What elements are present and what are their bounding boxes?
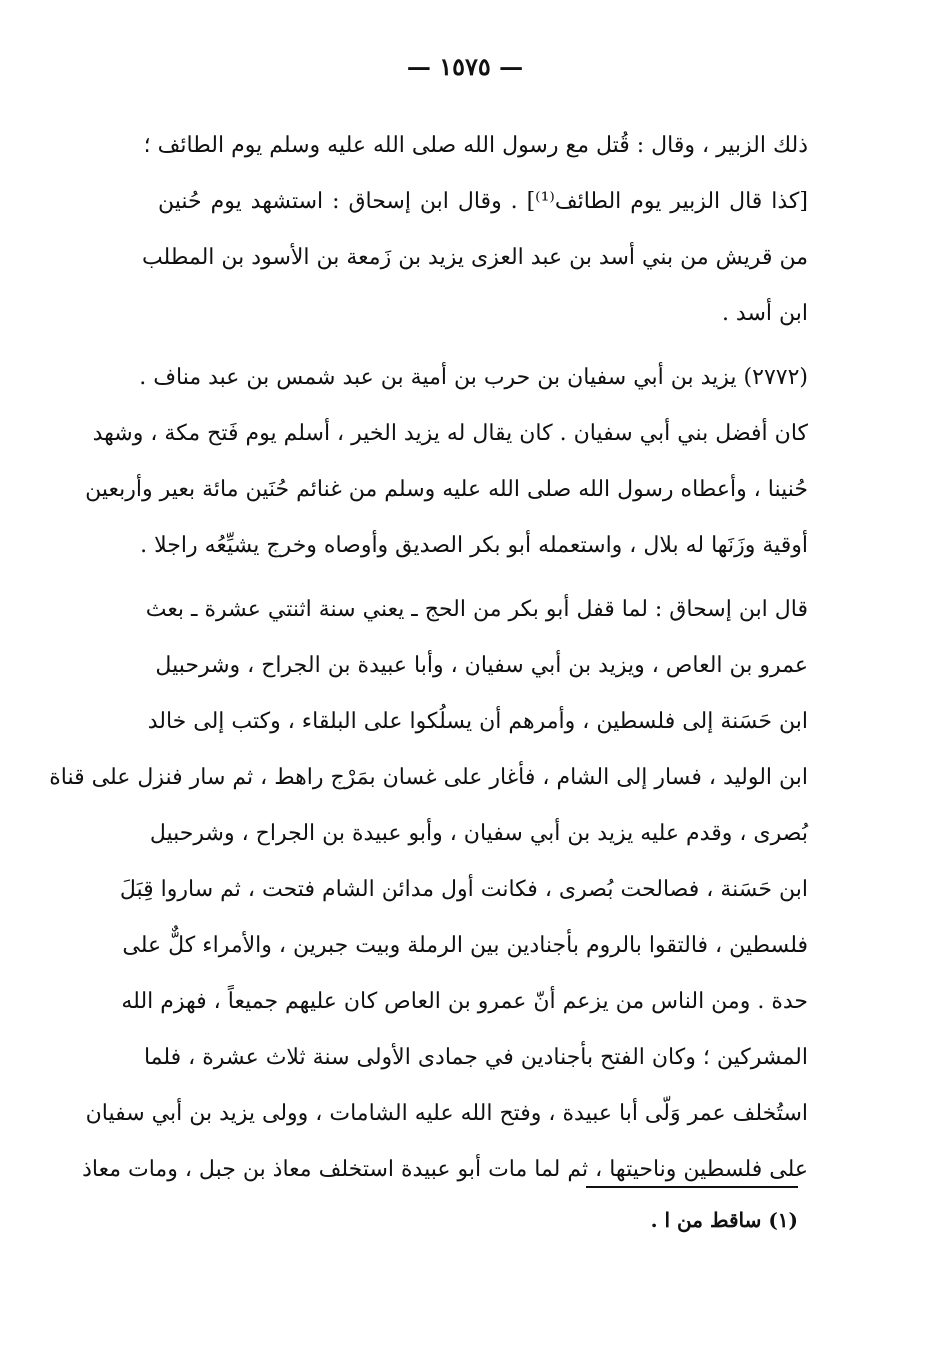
text-line: ابن حَسَنة إلى فلسطين ، وأمرهم أن يسلُكوا على البلقاء ، وكتب إلى خالد [147,709,808,734]
text-line: استُخلف عمر وَلّى أبا عبيدة ، وفتح الله عليه الشامات ، وولى يزيد بن أبي سفيان [85,1101,808,1126]
text-line: [كذا قال الزبير يوم الطائف⁽¹⁾] . وقال ابن إسحاق : استشهد يوم حُنين [158,189,808,214]
text-line: فلسطين ، فالتقوا بالروم بأجنادين بين الرملة وبيت جبرين ، والأمراء كلٌّ على [122,933,808,958]
paragraph-entry-2772 [85,350,808,574]
paragraph-ibn-ishaq [49,582,808,1198]
text-line: ابن حَسَنة ، فصالحت بُصرى ، فكانت أول مدائن الشام فتحت ، ثم ساروا قِبَلَ [119,877,808,902]
text-line: بُصرى ، وقدم عليه يزيد بن أبي سفيان ، وأبو عبيدة بن الجراح ، وشرحبيل [149,821,808,846]
text-line: عمرو بن العاص ، ويزيد بن أبي سفيان ، وأبا عبيدة بن الجراح ، وشرحبيل [155,653,808,678]
footnote: (١) ساقط من ا . [650,1208,798,1232]
text-line: المشركين ؛ وكان الفتح بأجنادين في جمادى الأولى سنة ثلاث عشرة ، فلما [143,1045,808,1070]
text-line: ابن الوليد ، فسار إلى الشام ، فأغار على غسان بمَرْج راهط ، ثم سار فنزل على قناة [49,765,808,790]
text-line: ذلك الزبير ، وقال : قُتل مع رسول الله صلى الله عليه وسلم يوم الطائف ؛ [143,133,808,158]
page-number: — ١٥٧٥ — [406,52,524,81]
text-line: حُنينا ، وأعطاه رسول الله صلى الله عليه وسلم من غنائم حُنَين مائة بعير وأربعين [85,477,808,502]
text-line: (٢٧٧٢) يزيد بن أبي سفيان بن حرب بن أمية بن عبد شمس بن عبد مناف . [139,365,808,390]
text-line: ابن أسد . [721,301,808,326]
text-line: أوقية وزَنَها له بلال ، واستعمله أبو بكر الصديق وأوصاه وخرج يشيِّعُه راجلا . [140,533,808,558]
text-line: حدة . ومن الناس من يزعم أنّ عمرو بن العاص كان عليهم جميعاً ، فهزم الله [121,989,808,1014]
text-line: من قريش من بني أسد بن عبد العزى يزيد بن زَمعة بن الأسود بن المطلب [141,245,808,270]
body-text [49,118,808,1198]
text-line: قال ابن إسحاق : لما قفل أبو بكر من الحج ـ يعني سنة اثنتي عشرة ـ بعث [145,597,808,622]
text-line: على فلسطين وناحيتها ، ثم لما مات أبو عبيدة استخلف معاذ بن جبل ، ومات معاذ [82,1157,808,1182]
footnote-divider [586,1186,798,1188]
paragraph-zubair [141,118,808,342]
text-line: كان أفضل بني أبي سفيان . كان يقال له يزيد الخير ، أسلم يوم فَتح مكة ، وشهد [92,421,808,446]
